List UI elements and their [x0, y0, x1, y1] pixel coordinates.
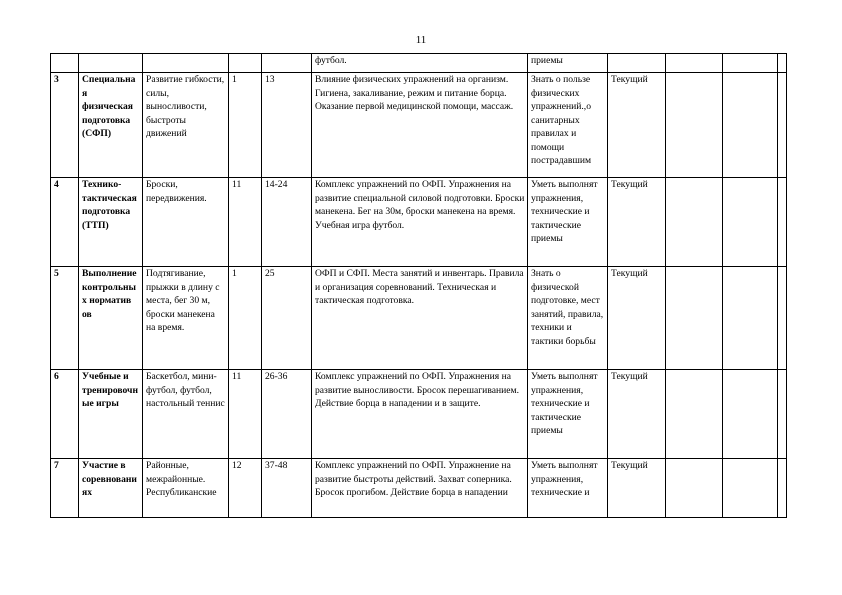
lesson-topic: Влияние физических упражнений на организм. Гигиена, закаливание, режим и питание борца. Оказание первой медицинской помощи, массаж. [312, 73, 528, 178]
section-content: Подтягивание, прыжки в длину с места, бег 30 м, броски манекена на время. [143, 267, 229, 370]
section-name: Специальная физическая подготовка (СФП) [79, 73, 143, 178]
section-content: Баскетбол, мини-футбол, футбол, настольный теннис [143, 370, 229, 459]
hours-count: 1 [229, 267, 262, 370]
section-name: Технико-тактическая подготовка (ТТП) [79, 178, 143, 267]
hours-count: 11 [229, 370, 262, 459]
empty-cell [778, 54, 787, 73]
empty-cell [666, 73, 723, 178]
control-type: Текущий [608, 73, 666, 178]
hours-count: 11 [229, 178, 262, 267]
control-type: Текущий [608, 370, 666, 459]
empty-cell [723, 54, 778, 73]
section-name [79, 54, 143, 73]
section-name: Участие в соревнованиях [79, 459, 143, 518]
lesson-topic: Комплекс упражнений по ОФП. Упражнения на развитие специальной силовой подготовки. Броски манекена. Бег на 30м, броски манекена на время. Учебная игра футбол. [312, 178, 528, 267]
table-row [51, 73, 787, 178]
expected-result: Знать о пользе физических упражнений.,о санитарных правилах и помощи пострадавшим [528, 73, 608, 178]
curriculum-table [50, 53, 787, 518]
lesson-topic: Комплекс упражнений по ОФП. Упражнения на развитие выносливости. Бросок перешагиванием. Действие борца в нападении и в защите. [312, 370, 528, 459]
table-row [51, 54, 787, 73]
empty-cell [723, 73, 778, 178]
empty-cell [778, 73, 787, 178]
table-row [51, 267, 787, 370]
empty-cell [723, 459, 778, 518]
lesson-topic: Комплекс упражнений по ОФП. Упражнение на развитие быстроты действий. Захват соперника. Бросок прогибом. Действие борца в нападении [312, 459, 528, 518]
row-number: 5 [51, 267, 79, 370]
lesson-topic: футбол. [312, 54, 528, 73]
table-row [51, 459, 787, 518]
table-row [51, 178, 787, 267]
lesson-topic: ОФП и СФП. Места занятий и инвентарь. Правила и организация соревнований. Техническая и тактическая подготовка. [312, 267, 528, 370]
section-content: Броски, передвижения. [143, 178, 229, 267]
empty-cell [666, 54, 723, 73]
section-name: Учебные и тренировочные игры [79, 370, 143, 459]
empty-cell [778, 267, 787, 370]
lesson-numbers: 37-48 [262, 459, 312, 518]
row-number: 7 [51, 459, 79, 518]
lesson-numbers: 14-24 [262, 178, 312, 267]
empty-cell [778, 459, 787, 518]
empty-cell [666, 370, 723, 459]
row-number: 3 [51, 73, 79, 178]
empty-cell [778, 370, 787, 459]
expected-result: приемы [528, 54, 608, 73]
hours-count: 1 [229, 73, 262, 178]
row-number [51, 54, 79, 73]
lesson-numbers: 25 [262, 267, 312, 370]
lesson-numbers: 13 [262, 73, 312, 178]
hours-count: 12 [229, 459, 262, 518]
empty-cell [723, 370, 778, 459]
empty-cell [723, 267, 778, 370]
lesson-numbers [262, 54, 312, 73]
row-number: 6 [51, 370, 79, 459]
control-type: Текущий [608, 267, 666, 370]
section-content: Развитие гибкости, силы, выносливости, быстроты движений [143, 73, 229, 178]
empty-cell [778, 178, 787, 267]
table-row [51, 370, 787, 459]
empty-cell [666, 459, 723, 518]
expected-result: Уметь выполнят упражнения, технические и тактические приемы [528, 370, 608, 459]
section-content [143, 54, 229, 73]
empty-cell [666, 267, 723, 370]
section-content: Районные, межрайонные. Республиканские [143, 459, 229, 518]
section-name: Выполнение контрольных норматив ов [79, 267, 143, 370]
expected-result: Уметь выполнят упражнения, технические и [528, 459, 608, 518]
control-type: Текущий [608, 459, 666, 518]
expected-result: Знать о физической подготовке, мест занятий, правила, техники и тактики борьбы [528, 267, 608, 370]
empty-cell [666, 178, 723, 267]
hours-count [229, 54, 262, 73]
empty-cell [723, 178, 778, 267]
expected-result: Уметь выполнят упражнения, технические и тактические приемы [528, 178, 608, 267]
control-type [608, 54, 666, 73]
lesson-numbers: 26-36 [262, 370, 312, 459]
control-type: Текущий [608, 178, 666, 267]
page-number: 11 [415, 34, 427, 46]
row-number: 4 [51, 178, 79, 267]
